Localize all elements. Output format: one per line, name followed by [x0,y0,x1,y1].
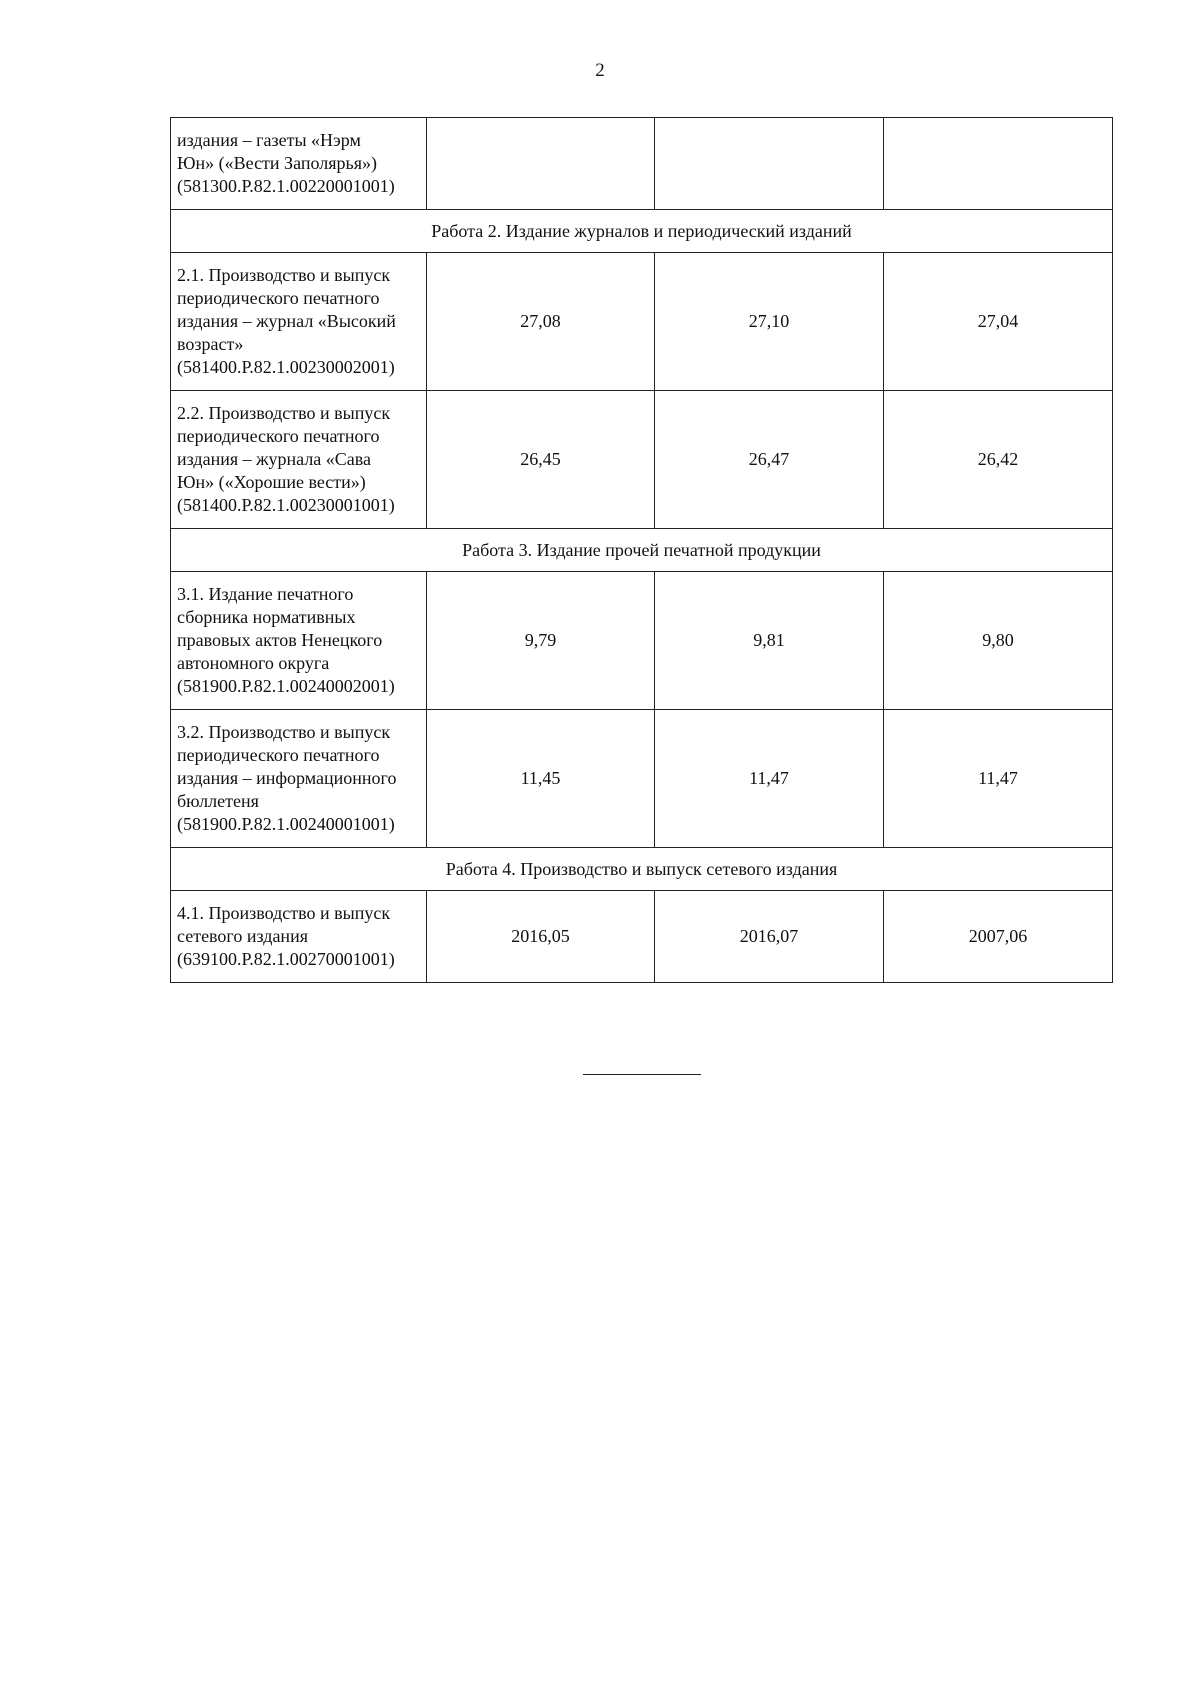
section-heading: Работа 3. Издание прочей печатной продукции [171,529,1113,572]
value-cell-1: 11,45 [427,710,655,848]
value-cell-2: 9,81 [655,572,884,710]
section-heading: Работа 2. Издание журналов и периодический изданий [171,210,1113,253]
value-cell-2: 26,47 [655,391,884,529]
work-description: 3.1. Издание печатного сборника нормативных правовых актов Ненецкого автономного округа (581900.Р.82.1.00240002001) [171,572,427,710]
value-cell-2: 27,10 [655,253,884,391]
table-row [171,710,1113,848]
work-description: 2.2. Производство и выпуск периодического печатного издания – журнала «Сава Юн» («Хорошие вести») (581400.Р.82.1.00230001001) [171,391,427,529]
section-row [171,529,1113,572]
value-cell-2: 11,47 [655,710,884,848]
value-cell-3: 11,47 [884,710,1113,848]
table-row [171,253,1113,391]
value-cell-3 [884,118,1113,210]
value-cell-1: 9,79 [427,572,655,710]
work-description: 2.1. Производство и выпуск периодического печатного издания – журнал «Высокий возраст» (581400.Р.82.1.00230002001) [171,253,427,391]
value-cell-2: 2016,07 [655,891,884,983]
cost-table [170,117,1113,983]
table-row [171,391,1113,529]
value-cell-1 [427,118,655,210]
value-cell-2 [655,118,884,210]
value-cell-3: 27,04 [884,253,1113,391]
value-cell-1: 26,45 [427,391,655,529]
value-cell-3: 9,80 [884,572,1113,710]
value-cell-3: 26,42 [884,391,1113,529]
value-cell-3: 2007,06 [884,891,1113,983]
work-description: 4.1. Производство и выпуск сетевого издания (639100.Р.82.1.00270001001) [171,891,427,983]
section-row [171,210,1113,253]
page-number: 2 [595,60,605,81]
section-heading: Работа 4. Производство и выпуск сетевого издания [171,848,1113,891]
value-cell-1: 2016,05 [427,891,655,983]
end-divider-line [583,1074,701,1075]
work-description: 3.2. Производство и выпуск периодического печатного издания – информационного бюллетеня (581900.Р.82.1.00240001001) [171,710,427,848]
table-row [171,891,1113,983]
table-row [171,572,1113,710]
section-row [171,848,1113,891]
work-description: издания – газеты «Нэрм Юн» («Вести Заполярья») (581300.Р.82.1.00220001001) [171,118,427,210]
table-row [171,118,1113,210]
value-cell-1: 27,08 [427,253,655,391]
